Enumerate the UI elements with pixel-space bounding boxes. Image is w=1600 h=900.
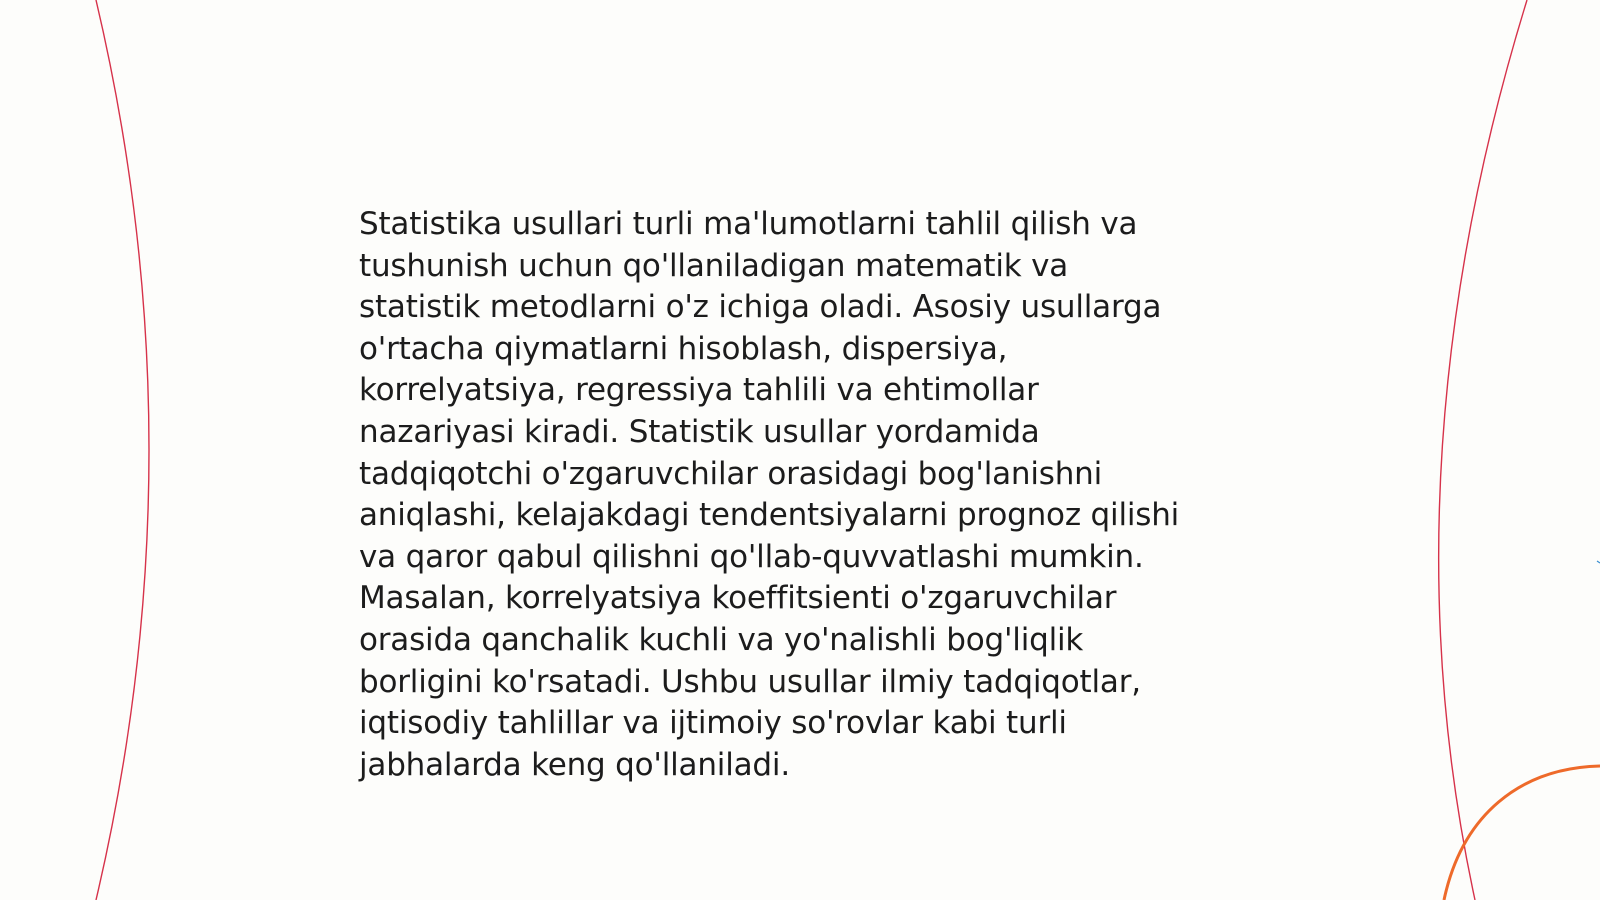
left-curve-line (96, 0, 149, 900)
orange-arc-line (1444, 766, 1600, 900)
right-curve-line (1439, 0, 1527, 900)
body-paragraph: Statistika usullari turli ma'lumotlarni tahlil qilish va tushunish uchun qo'llaniladigan matematik va statistik metodlarni o'z ichiga oladi. Asosiy usullarga o'rtacha qiymatlarni hisoblash, dispersiya, korrelyatsiya, regressiya tahlili va ehtimollar nazariyasi kiradi. Statistik usullar yordamida tadqiqotchi o'zgaruvchilar orasidagi bog'lanishni aniqlashi, kelajakdagi tendentsiyalarni prognoz qilishi va qaror qabul qilishni qo'llab-quvvatlashi mumkin. Masalan, korrelyatsiya koeffitsienti o'zgaruvchilar orasida qanchalik kuchli va yo'nalishli bog'liqlik borligini ko'rsatadi. Ushbu usullar ilmiy tadqiqotlar, iqtisodiy tahlillar va ijtimoiy so'rovlar kabi turli jabhalarda keng qo'llaniladi. (359, 206, 1180, 783)
